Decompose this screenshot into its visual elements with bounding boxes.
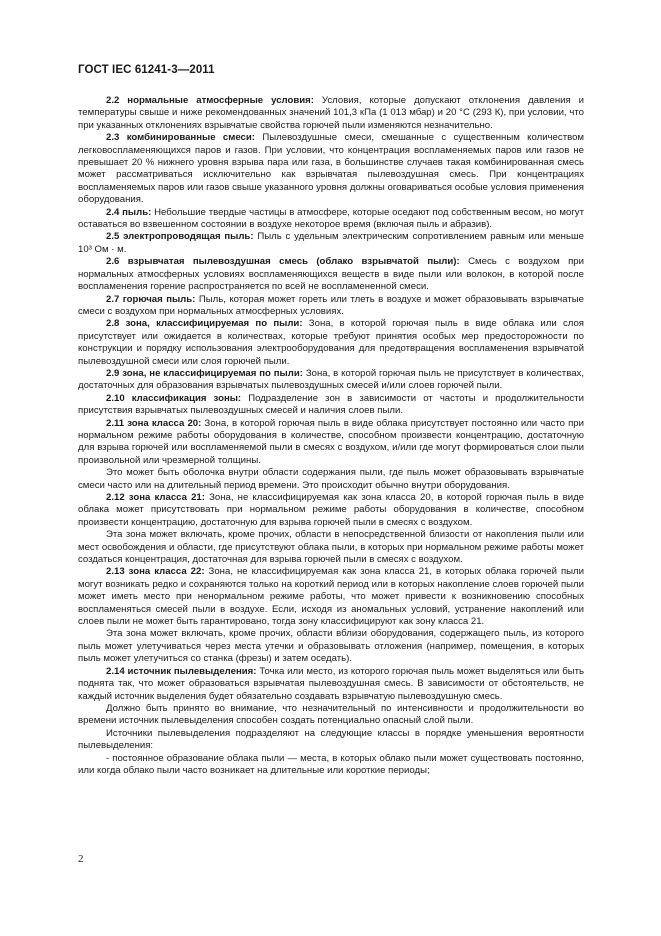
- definition-2-14: Точка или место, из которого горючая пыль может выделяться или быть поднята так, что может образоваться взрывчатая пылевоздушная смесь. В зависимости от обстоятельств, не каждый источник выделения будет обязательно создавать взрывчатую пылевоздушную смесь.: [78, 665, 585, 702]
- paragraph-2-10: [78, 393, 584, 418]
- term-2-12: 2.12 зона класса 21:: [106, 492, 205, 503]
- paragraph-2-14-note: [78, 703, 584, 728]
- page-number: 2: [78, 853, 84, 865]
- term-2-2: 2.2 нормальные атмосферные условия:: [106, 95, 314, 106]
- definition-2-4: Небольшие твердые частицы в атмосфере, которые оседают под собственным весом, но могут оставаться во взвешенном состоянии в воздухе некоторое время (включая пыль и абразив).: [78, 206, 584, 231]
- paragraph-2-6: [78, 256, 584, 293]
- term-2-4: 2.4 пыль:: [106, 206, 152, 218]
- definition-2-6: Смесь с воздухом при нормальных атмосферных условиях воспламеняющихся веществ в виде пыли или волокон, в которой после воспламенения горение распространяется по всей не воспламененной смеси.: [78, 256, 584, 293]
- definition-2-5: Пыль с удельным электрическим сопротивлением равным или меньше 10³ Ом · м.: [78, 231, 584, 255]
- term-2-6: 2.6 взрывчатая пылевоздушная смесь (облако взрывчатой пыли):: [106, 256, 460, 268]
- definition-2-2: Условия, которые допускают отклонения давления и температуры свыше и ниже рекомендованных значений 101,3 кПа (1 013 мбар) и 20 °С (293 К), при условии, что при указанных отклонениях взрывчатые свойства горючей пыли изменяются незначительно.: [78, 95, 584, 131]
- document-body: [78, 95, 584, 777]
- term-2-10: 2.10 классификация зоны:: [106, 392, 242, 404]
- paragraph-2-9: [78, 368, 584, 393]
- term-2-5: 2.5 электропроводящая пыль:: [106, 231, 254, 243]
- paragraph-2-8: [78, 318, 584, 368]
- definition-2-13: Зона, не классифицируемая как зона класса 21, в которых облака горючей пыли могут возникать редко и сохраняются только на короткий период или в которых накопление слоев горючей пыли может иметь место при ненормальном режиме работы, что может привести к возникновению способных воспламеняться смесей пыли в воздухе. Если, исходя из аномальных условий, устранение накоплений или слоев пыли не может быть гарантировано, тогда зону классифицируют как зону класса 21.: [78, 566, 584, 628]
- term-2-3: 2.3 комбинированные смеси:: [106, 132, 255, 144]
- document-header: ГОСТ IEC 61241-3—2011: [78, 64, 215, 76]
- paragraph-2-11-note: [78, 467, 584, 492]
- definition-2-3: Пылевоздушные смеси, смешанные с существенным количеством легковоспламеняющихся паров и газов. При условии, что концентрация воспламеняемых паров или газов не превышает 20 % нижнего уровня взрыва пара или газа, в большинстве случаев такая комбинированная смесь может рассматриваться исключительно как взрывчатая пылевоздушная смесь. При концентрациях воспламеняемых паров или газов свыше указанного уровня должны оговариваться особые условия применения оборудования.: [78, 132, 585, 206]
- definition-2-10: Подразделение зон в зависимости от частоты и продолжительности присутствия взрывчатых пылевоздушных смесей и наличия слоев пыли.: [78, 392, 584, 417]
- paragraph-2-12: [78, 492, 584, 529]
- term-2-11: 2.11 зона класса 20:: [106, 417, 202, 429]
- term-2-9: 2.9 зона, не классифицируемая по пыли:: [106, 367, 303, 379]
- definition-2-11: Зона, в которой горючая пыль в виде облака присутствует постоянно или часто при нормальном режиме работы оборудования в количестве, способном произвести концентрацию, достаточную для взрыва горючей или воспламеняемой пыли в смесях с воздухом, и/или где могут формироваться слои пыли произвольной или чрезмерной толщины.: [78, 417, 585, 466]
- term-2-13: 2.13 зона класса 22:: [106, 566, 205, 578]
- term-2-14: 2.14 источник пылевыделения:: [106, 665, 257, 677]
- paragraph-2-7: [78, 294, 584, 319]
- definition-2-8: Зона, в которой горючая пыль в виде облака или слоя присутствует или ожидается в количествах, которые требуют принятия особых мер предосторожности по конструкции и порядку использования электрооборудования для предотвращения воспламенения взрывчатой пылевоздушной смеси или слоя горючей пыли.: [78, 318, 584, 367]
- term-2-7: 2.7 горючая пыль:: [106, 293, 196, 305]
- definition-2-9: Зона, в которой горючая пыль не присутствует в количествах, достаточных для образования взрывчатых пылевоздушных смесей и/или слоев горючей пыли.: [78, 367, 584, 392]
- paragraph-2-2: [78, 95, 584, 132]
- definition-2-12: Зона, не классифицируемая как зона класса 20, в которой горючая пыль в виде облака может присутствовать при нормальном режиме работы оборудования в количестве, способном произвести концентрацию, достаточную для взрыва горючей пыли в смесях с воздухом.: [78, 492, 585, 528]
- paragraph-2-12-note: [78, 529, 584, 566]
- paragraph-2-11: [78, 418, 584, 468]
- paragraph-2-5: [78, 231, 584, 256]
- paragraph-2-13: [78, 566, 584, 628]
- paragraph-text: Это может быть оболочка внутри области содержания пыли, где пыль может образовывать взрывчатые смеси часто или на длительный период времени. Это происходит обычно внутри оборудования.: [78, 467, 584, 491]
- paragraph-2-4: [78, 207, 584, 232]
- paragraph-text: Источники пылевыделения подразделяют на следующие классы в порядке уменьшения вероятности пылевыделения:: [78, 727, 584, 752]
- paragraph-2-13-note: [78, 628, 584, 665]
- definition-2-7: Пыль, которая может гореть или тлеть в воздухе и может образовывать взрывчатые смеси с воздухом при нормальных атмосферных условиях.: [78, 293, 584, 317]
- paragraph-text: - постоянное образование облака пыли — места, в которых облако пыли может существовать постоянно, или когда облако пыли часто возникает на длительные или короткие периоды;: [78, 752, 584, 776]
- paragraph-text: Должно быть принято во внимание, что незначительный по интенсивности и продолжительности во времени источник пылевыделения способен создать потенциально опасный слой пыли.: [78, 702, 584, 727]
- list-item-continuous: [78, 753, 584, 778]
- paragraph-2-3: [78, 132, 584, 206]
- paragraph-text: Эта зона может включать, кроме прочих, области в непосредственной близости от накопления пыли или мест освобождения и области, где присутствуют облака пыли, в которых при нормальном режиме работы может создаться концентрация, достаточная для взрыва горючей пыли в смесях с воздухом.: [78, 529, 584, 566]
- paragraph-2-14: [78, 666, 584, 703]
- paragraph-text: Эта зона может включать, кроме прочих, области вблизи оборудования, содержащего пыль, из которого пыль может улетучиваться через места утечки и образовывать отложения (например, помещения, в которых пыль может улетучиться со станка (фрезы) и затем оседать).: [78, 628, 584, 665]
- term-2-8: 2.8 зона, классифицируемая по пыли:: [106, 318, 303, 330]
- paragraph-classes-intro: [78, 728, 584, 753]
